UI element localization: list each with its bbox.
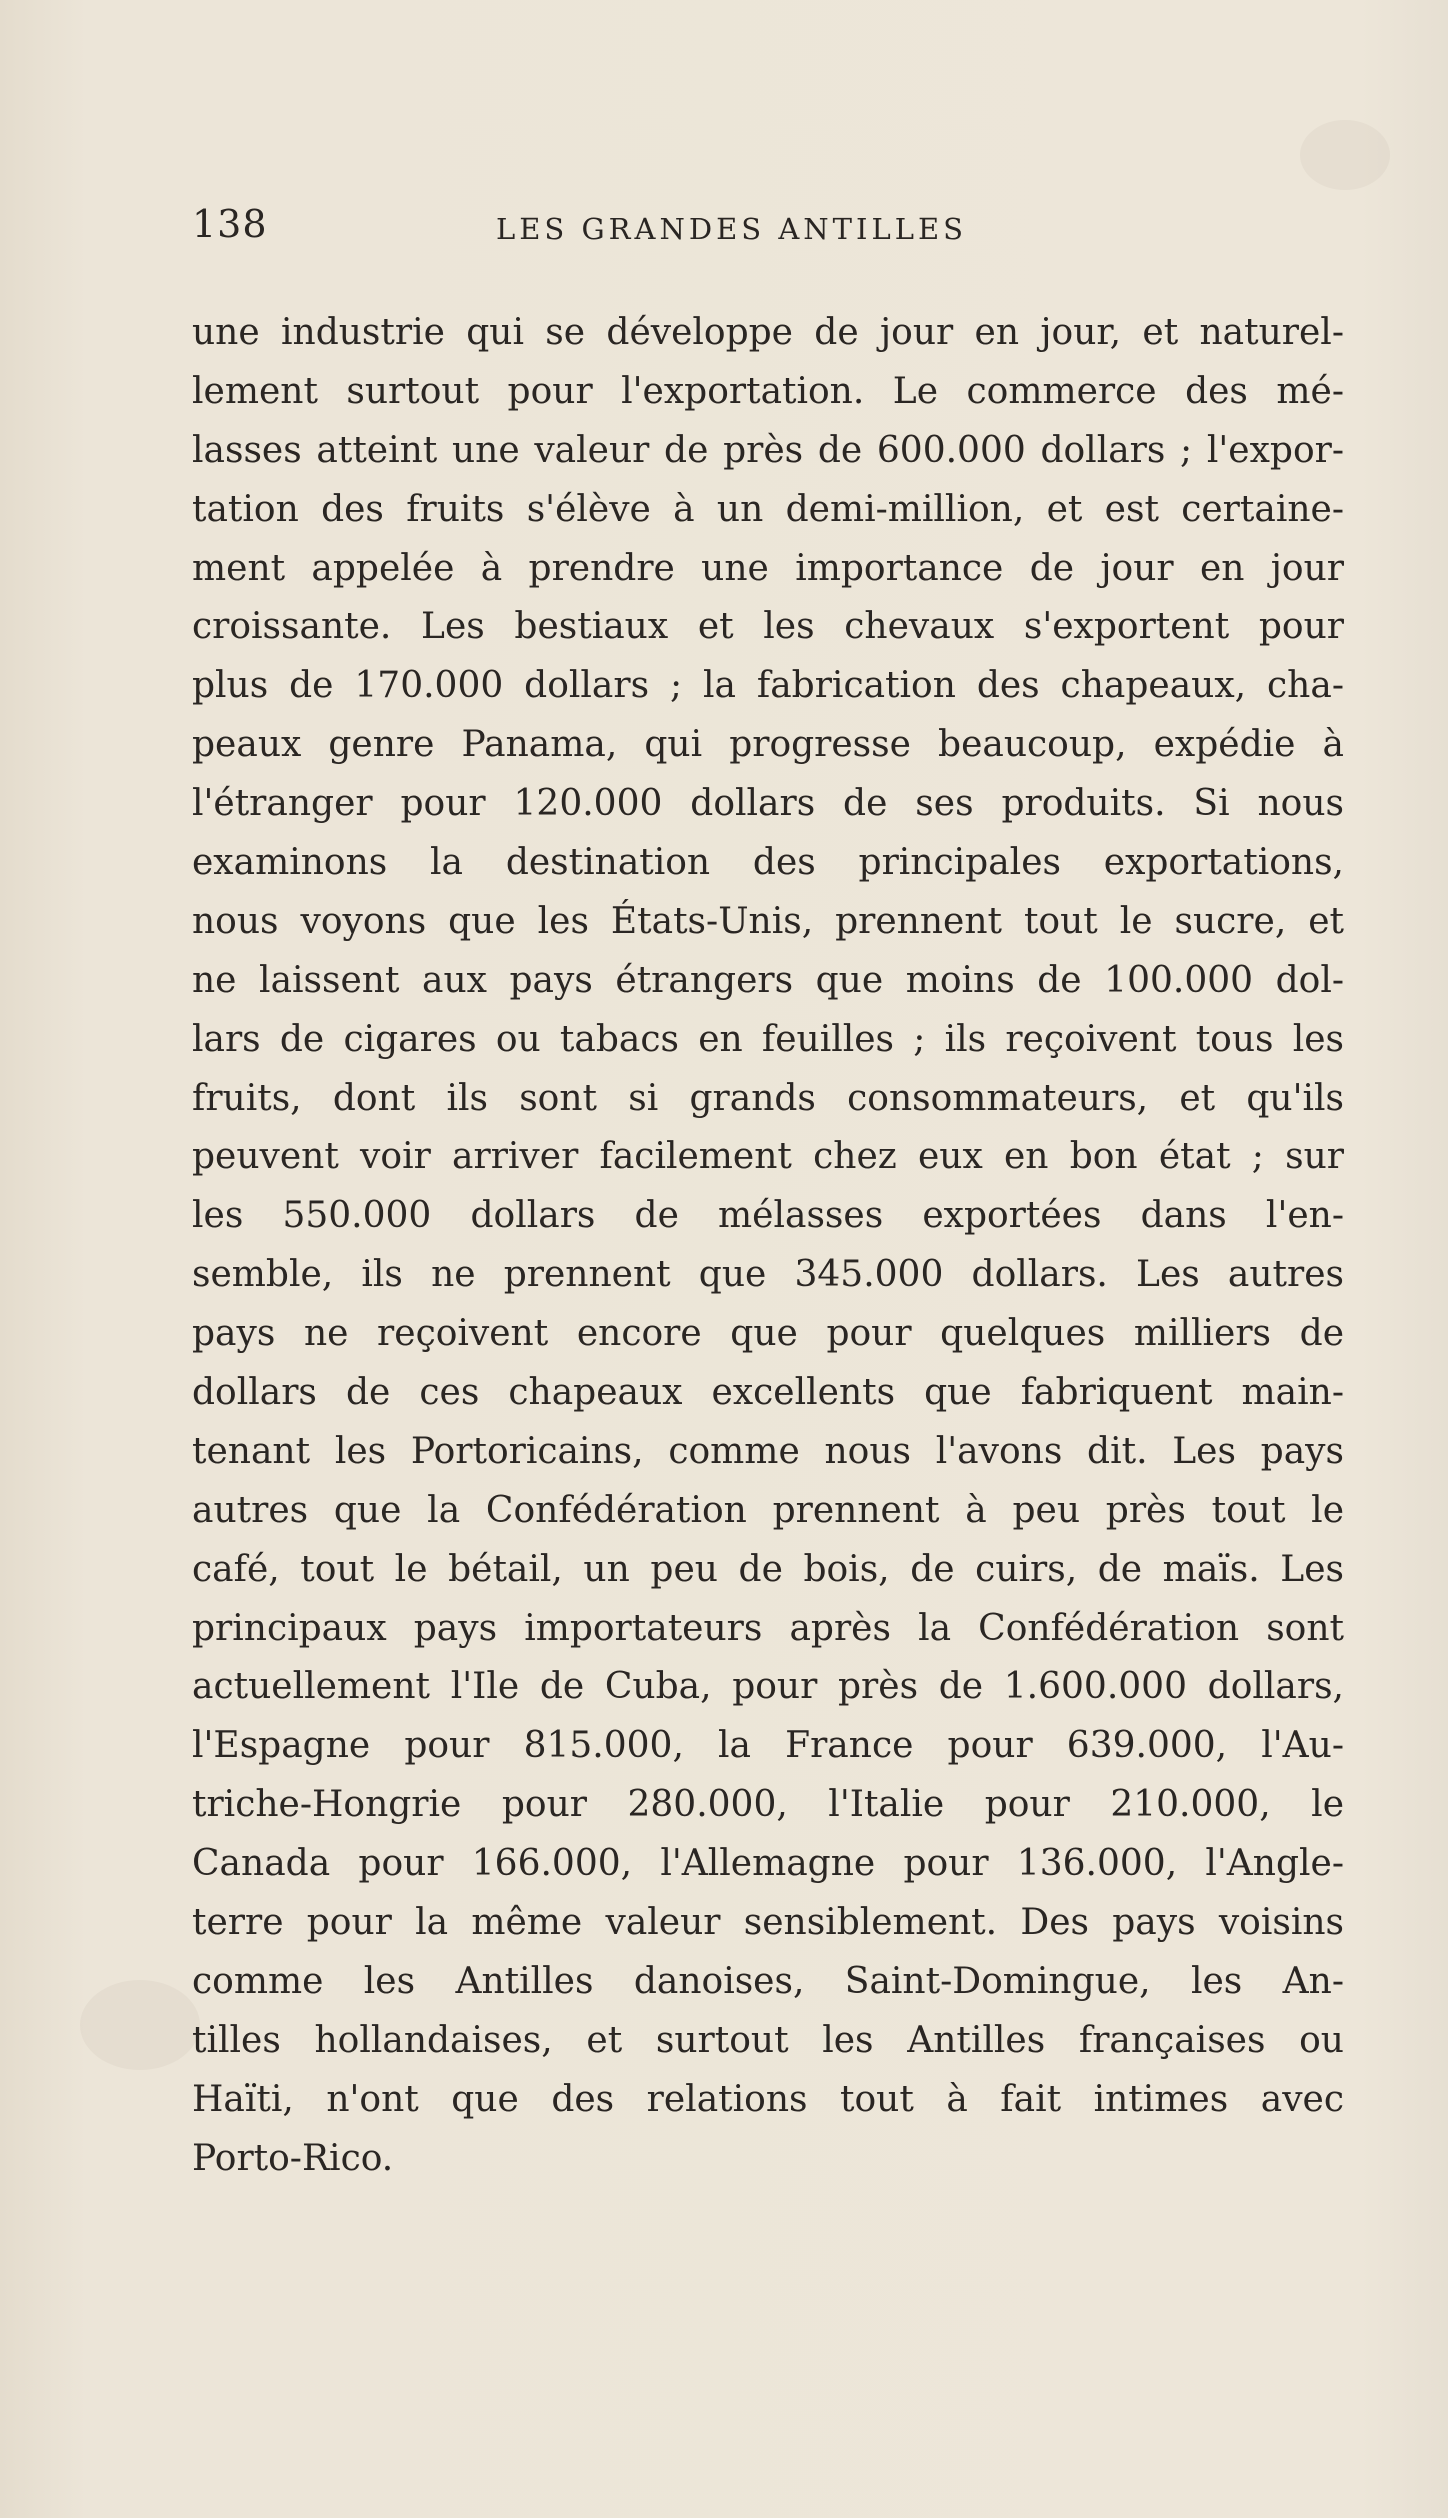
text-line: tenant les Portoricains, comme nous l'avons dit. Les pays [192, 1430, 1344, 1472]
running-title: LES GRANDES ANTILLES [496, 212, 968, 246]
text-line: nous voyons que les États-Unis, prennent tout le sucre, et [192, 900, 1344, 942]
text-line: Porto-Rico. [192, 2137, 394, 2179]
text-line: lasses atteint une valeur de près de 600.000 dollars ; l'expor- [192, 429, 1344, 471]
text-line: Haïti, n'ont que des relations tout à fait intimes avec [192, 2078, 1344, 2120]
body-text [192, 304, 1344, 2189]
text-line: pays ne reçoivent encore que pour quelques milliers de [192, 1313, 1344, 1355]
text-line: l'étranger pour 120.000 dollars de ses produits. Si nous [192, 783, 1344, 825]
text-line: semble, ils ne prennent que 345.000 dollars. Les autres [192, 1254, 1344, 1296]
text-line: comme les Antilles danoises, Saint-Domingue, les An- [192, 1960, 1344, 2002]
text-line: café, tout le bétail, un peu de bois, de cuirs, de maïs. Les [192, 1548, 1344, 1590]
text-line: plus de 170.000 dollars ; la fabrication des chapeaux, cha- [192, 665, 1344, 707]
text-line: fruits, dont ils sont si grands consommateurs, et qu'ils [192, 1077, 1344, 1119]
paper-stain [1300, 120, 1390, 190]
text-line: triche-Hongrie pour 280.000, l'Italie pour 210.000, le [192, 1784, 1344, 1826]
text-line: lars de cigares ou tabacs en feuilles ; ils reçoivent tous les [192, 1018, 1344, 1060]
text-line: ne laissent aux pays étrangers que moins de 100.000 dol- [192, 959, 1344, 1001]
text-line: peuvent voir arriver facilement chez eux en bon état ; sur [192, 1136, 1344, 1178]
text-line: principaux pays importateurs après la Confédération sont [192, 1607, 1344, 1649]
text-line: tilles hollandaises, et surtout les Antilles françaises ou [192, 2019, 1344, 2061]
text-line: examinons la destination des principales exportations, [192, 842, 1344, 884]
text-line: une industrie qui se développe de jour en jour, et naturel- [192, 312, 1344, 353]
text-line: tation des fruits s'élève à un demi-million, et est certaine- [192, 488, 1344, 530]
text-line: lement surtout pour l'exportation. Le commerce des mé- [192, 370, 1344, 412]
text-line: les 550.000 dollars de mélasses exportées dans l'en- [192, 1195, 1344, 1237]
text-line: terre pour la même valeur sensiblement. Des pays voisins [192, 1902, 1344, 1944]
text-line: autres que la Confédération prennent à peu près tout le [192, 1489, 1344, 1531]
text-line: l'Espagne pour 815.000, la France pour 639.000, l'Au- [192, 1725, 1344, 1767]
text-line: ment appelée à prendre une importance de jour en jour [192, 547, 1344, 589]
page-number: 138 [192, 202, 268, 246]
text-line: croissante. Les bestiaux et les chevaux s'exportent pour [192, 606, 1344, 648]
text-line: actuellement l'Ile de Cuba, pour près de 1.600.000 dollars, [192, 1666, 1344, 1708]
paper-stain [80, 1980, 200, 2070]
text-line: dollars de ces chapeaux excellents que fabriquent main- [192, 1372, 1344, 1414]
text-line: peaux genre Panama, qui progresse beaucoup, expédie à [192, 724, 1344, 766]
text-line: Canada pour 166.000, l'Allemagne pour 136.000, l'Angle- [192, 1843, 1344, 1885]
